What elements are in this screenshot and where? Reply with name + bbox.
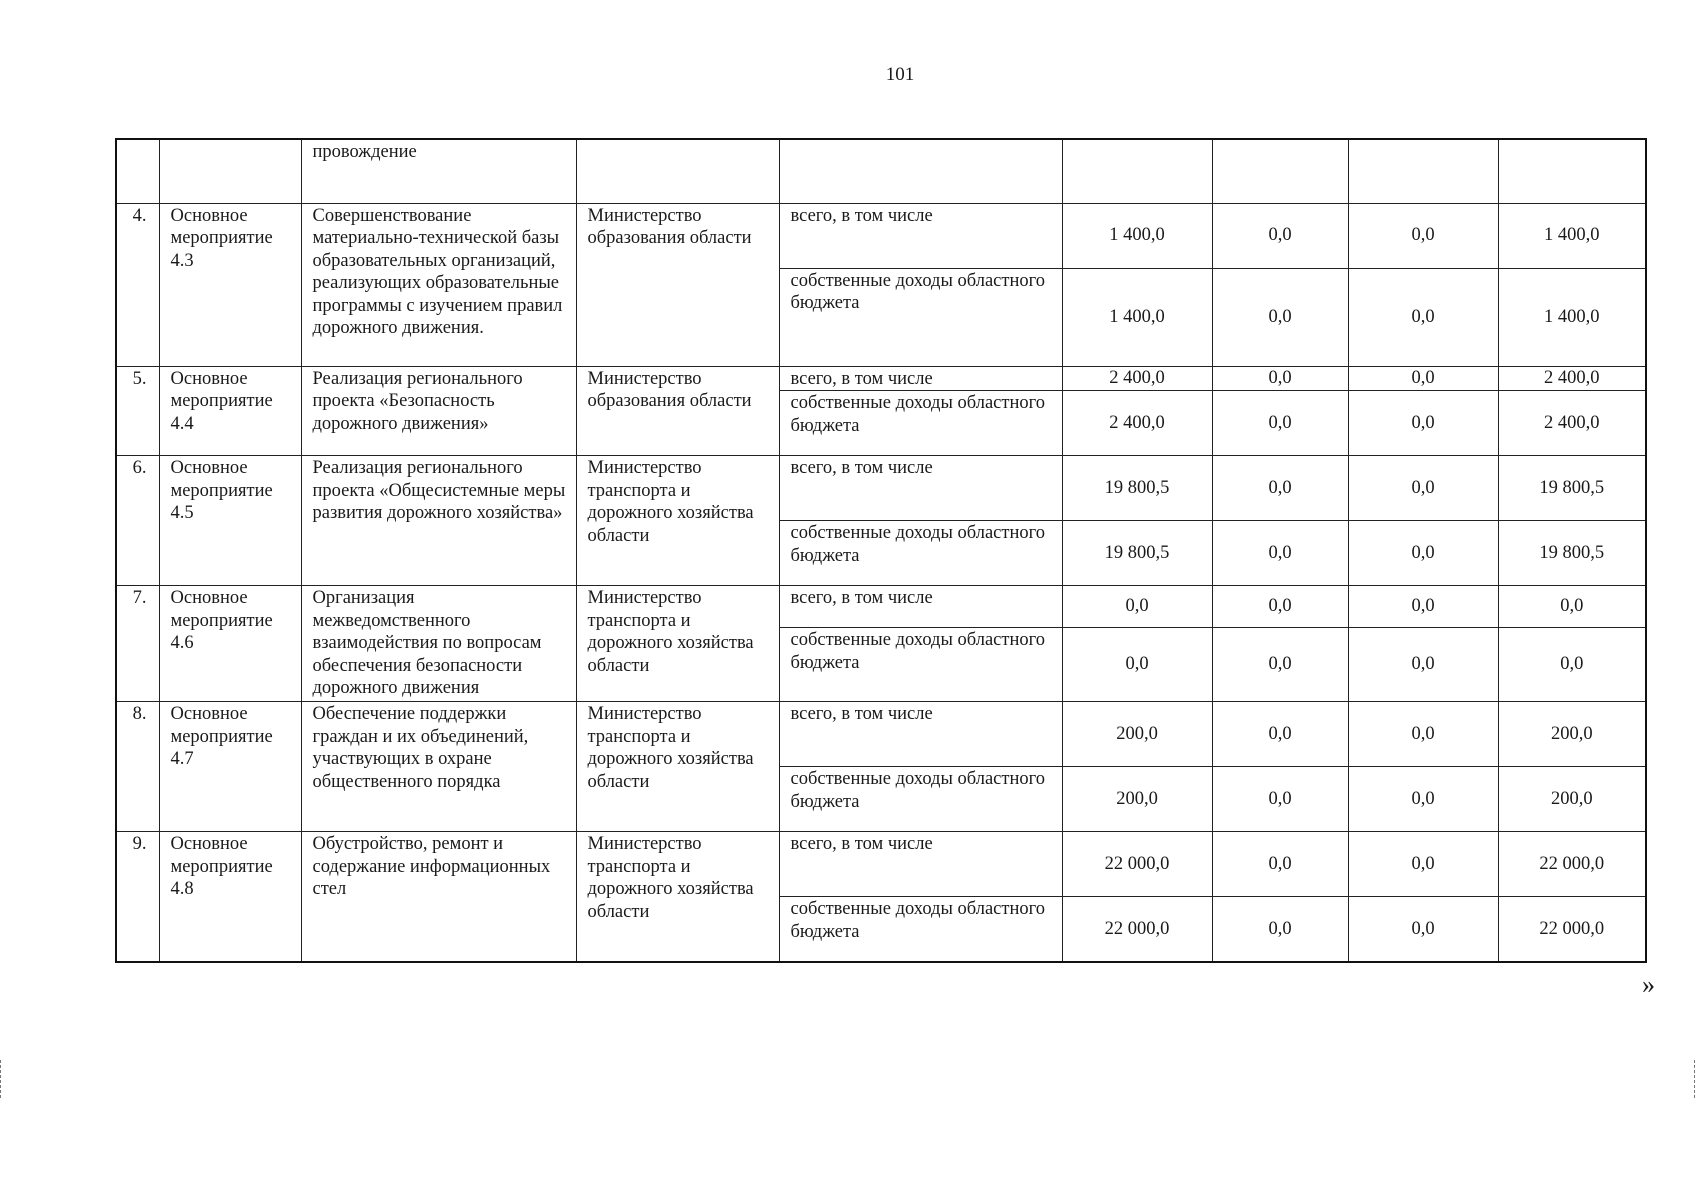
funding-source-own: собственные доходы областного бюджета [779, 268, 1062, 366]
amount-own-2: 0,0 [1212, 628, 1348, 702]
amount-total-4: 19 800,5 [1498, 456, 1646, 521]
amount-total-4: 1 400,0 [1498, 203, 1646, 268]
amount-own-2: 0,0 [1212, 391, 1348, 456]
amount-total-2: 0,0 [1212, 203, 1348, 268]
amount-own-4: 22 000,0 [1498, 897, 1646, 962]
cell-empty [779, 139, 1062, 203]
measure-name: Основное мероприятие 4.8 [159, 832, 301, 962]
amount-own-4: 1 400,0 [1498, 268, 1646, 366]
responsible-executor: Министерство транспорта и дорожного хозяйства области [576, 702, 779, 832]
amount-own-3: 0,0 [1348, 391, 1498, 456]
amount-total-2: 0,0 [1212, 366, 1348, 391]
budget-table [115, 138, 1647, 963]
cell-empty [1212, 139, 1348, 203]
amount-own-2: 0,0 [1212, 521, 1348, 586]
measure-name: Основное мероприятие 4.5 [159, 456, 301, 586]
funding-source-own: собственные доходы областного бюджета [779, 767, 1062, 832]
measure-name: Основное мероприятие 4.6 [159, 586, 301, 702]
measure-row-total [116, 586, 1646, 628]
cell-empty [1498, 139, 1646, 203]
amount-total-3: 0,0 [1348, 366, 1498, 391]
funding-source-total: всего, в том числе [779, 366, 1062, 391]
measure-name: Основное мероприятие 4.3 [159, 203, 301, 366]
measure-row-total [116, 702, 1646, 767]
amount-total-4: 2 400,0 [1498, 366, 1646, 391]
amount-total-2: 0,0 [1212, 832, 1348, 897]
amount-own-1: 0,0 [1062, 628, 1212, 702]
amount-total-1: 0,0 [1062, 586, 1212, 628]
amount-own-4: 2 400,0 [1498, 391, 1646, 456]
amount-own-1: 1 400,0 [1062, 268, 1212, 366]
page-number: 101 [885, 64, 915, 85]
funding-source-total: всего, в том числе [779, 702, 1062, 767]
measure-row-total [116, 203, 1646, 268]
funding-source-own: собственные доходы областного бюджета [779, 897, 1062, 962]
measure-row-total [116, 456, 1646, 521]
row-number: 4. [116, 203, 159, 366]
amount-total-3: 0,0 [1348, 586, 1498, 628]
amount-total-1: 1 400,0 [1062, 203, 1212, 268]
amount-total-4: 0,0 [1498, 586, 1646, 628]
amount-total-1: 200,0 [1062, 702, 1212, 767]
cell-empty [576, 139, 779, 203]
amount-own-2: 0,0 [1212, 268, 1348, 366]
responsible-executor: Министерство образования области [576, 203, 779, 366]
amount-total-1: 19 800,5 [1062, 456, 1212, 521]
amount-total-4: 22 000,0 [1498, 832, 1646, 897]
left-edge-mark [0, 1060, 3, 1098]
amount-total-2: 0,0 [1212, 586, 1348, 628]
row-number: 5. [116, 366, 159, 456]
responsible-executor: Министерство транспорта и дорожного хозяйства области [576, 586, 779, 702]
row-number: 9. [116, 832, 159, 962]
funding-source-total: всего, в том числе [779, 832, 1062, 897]
measure-row-total [116, 832, 1646, 897]
cell-empty [116, 139, 159, 203]
continuation-row [116, 139, 1646, 203]
amount-total-2: 0,0 [1212, 456, 1348, 521]
amount-total-2: 0,0 [1212, 702, 1348, 767]
amount-total-1: 22 000,0 [1062, 832, 1212, 897]
measure-name: Основное мероприятие 4.7 [159, 702, 301, 832]
amount-own-3: 0,0 [1348, 628, 1498, 702]
amount-total-1: 2 400,0 [1062, 366, 1212, 391]
measure-name: Основное мероприятие 4.4 [159, 366, 301, 456]
amount-own-1: 2 400,0 [1062, 391, 1212, 456]
responsible-executor: Министерство транспорта и дорожного хозяйства области [576, 456, 779, 586]
row-number: 6. [116, 456, 159, 586]
amount-own-1: 200,0 [1062, 767, 1212, 832]
measure-description: Обустройство, ремонт и содержание информационных стел [301, 832, 576, 962]
amount-total-3: 0,0 [1348, 203, 1498, 268]
cell-empty [159, 139, 301, 203]
continuation-text: провождение [301, 139, 576, 203]
responsible-executor: Министерство транспорта и дорожного хозяйства области [576, 832, 779, 962]
funding-source-total: всего, в том числе [779, 203, 1062, 268]
amount-own-1: 22 000,0 [1062, 897, 1212, 962]
amount-own-3: 0,0 [1348, 767, 1498, 832]
amount-own-4: 200,0 [1498, 767, 1646, 832]
amount-own-3: 0,0 [1348, 897, 1498, 962]
responsible-executor: Министерство образования области [576, 366, 779, 456]
amount-own-1: 19 800,5 [1062, 521, 1212, 586]
amount-own-3: 0,0 [1348, 521, 1498, 586]
funding-source-own: собственные доходы областного бюджета [779, 391, 1062, 456]
amount-own-3: 0,0 [1348, 268, 1498, 366]
measure-description: Организация межведомственного взаимодействия по вопросам обеспечения безопасности дорожного движения [301, 586, 576, 702]
amount-total-3: 0,0 [1348, 456, 1498, 521]
row-number: 8. [116, 702, 159, 832]
measure-description: Реализация регионального проекта «Общесистемные меры развития дорожного хозяйства» [301, 456, 576, 586]
measure-row-total [116, 366, 1646, 391]
amount-own-4: 0,0 [1498, 628, 1646, 702]
measure-description: Совершенствование материально-технической базы образовательных организаций, реализующих образовательные программы с изучением правил дорожного движения. [301, 203, 576, 366]
closing-quote-mark: » [1642, 970, 1655, 999]
funding-source-total: всего, в том числе [779, 586, 1062, 628]
funding-source-own: собственные доходы областного бюджета [779, 628, 1062, 702]
amount-own-4: 19 800,5 [1498, 521, 1646, 586]
amount-total-3: 0,0 [1348, 832, 1498, 897]
funding-source-total: всего, в том числе [779, 456, 1062, 521]
amount-total-3: 0,0 [1348, 702, 1498, 767]
amount-own-2: 0,0 [1212, 767, 1348, 832]
amount-total-4: 200,0 [1498, 702, 1646, 767]
measure-description: Обеспечение поддержки граждан и их объединений, участвующих в охране общественного порядка [301, 702, 576, 832]
measure-description: Реализация регионального проекта «Безопасность дорожного движения» [301, 366, 576, 456]
funding-source-own: собственные доходы областного бюджета [779, 521, 1062, 586]
cell-empty [1062, 139, 1212, 203]
cell-empty [1348, 139, 1498, 203]
amount-own-2: 0,0 [1212, 897, 1348, 962]
row-number: 7. [116, 586, 159, 702]
